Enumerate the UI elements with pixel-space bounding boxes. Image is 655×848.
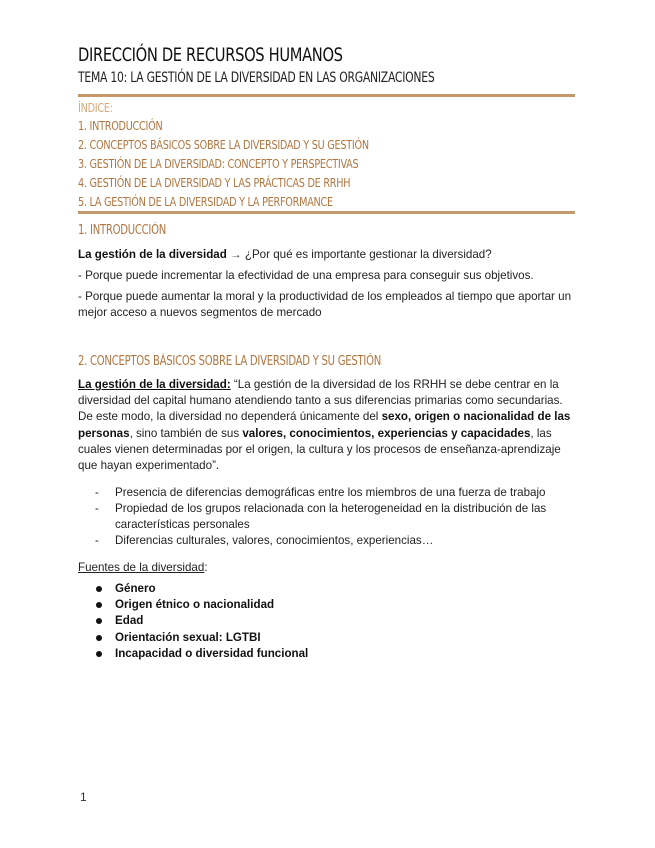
list-item: Orientación sexual: LGTBI [78,630,578,646]
toc-bottom-divider [78,211,575,214]
dash-marker: - [95,502,99,515]
bullet-icon [96,618,102,624]
toc-item-introduccion: 1. INTRODUCCIÓN [78,118,163,133]
lead-bold-term: La gestión de la diversidad [78,248,227,261]
section-2-title: 2. CONCEPTOS BÁSICOS SOBRE LA DIVERSIDAD Y SU GESTIÓN [78,354,381,369]
section-1-point-2: - Porque puede aumentar la moral y la productividad de los empleados al tiempo que aportar un mejor acceso a nuevos segmentos de mercado [78,290,572,320]
document-title: DIRECCIÓN DE RECURSOS HUMANOS [78,44,343,66]
list-item: Origen étnico o nacionalidad [78,597,578,613]
sources-label: Fuentes de la diversidad [78,561,205,574]
diversity-sources-list [78,581,578,662]
toc-item-conceptos-basicos: 2. CONCEPTOS BÁSICOS SOBRE LA DIVERSIDAD Y SU GESTIÓN [78,137,369,152]
section-1-lead [78,247,578,263]
dash-marker: - [95,534,99,547]
lead-question: → ¿Por qué es importante gestionar la diversidad? [226,248,492,261]
toc-item-practicas-rrhh: 4. GESTIÓN DE LA DIVERSIDAD Y LAS PRÁCTICAS DE RRHH [78,175,351,190]
list-item: - Propiedad de los grupos relacionada con la heterogeneidad en la distribución de las características personales [95,502,547,531]
toc-item-performance: 5. LA GESTIÓN DE LA DIVERSIDAD Y LA PERFORMANCE [78,194,333,209]
document-subtitle: TEMA 10: LA GESTIÓN DE LA DIVERSIDAD EN LAS ORGANIZACIONES [78,70,435,86]
definition-bold-1: sexo, origen o nacionalidad de las personas [78,410,571,440]
toc-item-gestion-concepto: 3. GESTIÓN DE LA DIVERSIDAD: CONCEPTO Y PERSPECTIVAS [78,156,359,171]
toc-top-divider [78,94,575,97]
sources-heading: Fuentes de la diversidad: [78,561,208,574]
definition-bold-2: valores, conocimientos, experiencias y capacidades [242,426,531,440]
bullet-icon [96,586,102,592]
list-item: Edad [78,613,578,629]
bullet-icon [96,602,102,608]
definition-text-1: “La gestión de la diversidad de los RRHH se debe centrar en la diversidad del capital humano atendiendo tanto a sus diferencias primarias como secundarias. De este modo, la diversidad no dependerá únicamente del [78,378,563,424]
list-item: - Diferencias culturales, valores, conocimientos, experiencias… [95,534,434,547]
section-1-point-1: - Porque puede incrementar la efectividad de una empresa para conseguir sus objetivos. [78,269,534,282]
definition-paragraph [78,377,578,474]
definition-text-3: , las cuales vienen determinadas por el origen, la cultura y los procesos de enseñanza-aprendizaje que hayan experimentado”. [78,426,561,473]
bullet-icon [96,635,102,641]
list-item: Incapacidad o diversidad funcional [78,646,578,662]
definition-text-2: , sino también de sus [129,426,243,440]
dash-marker: - [95,486,99,499]
list-item: - Presencia de diferencias demográficas entre los miembros de una fuerza de trabajo [95,486,546,499]
toc-label: ÍNDICE: [78,100,113,115]
page-number: 1 [80,790,87,804]
bullet-icon [96,651,102,657]
list-item: Género [78,581,578,597]
definition-label: La gestión de la diversidad: [78,378,231,391]
diversity-characteristics-list [78,485,578,549]
section-1-title: 1. INTRODUCCIÓN [78,223,167,238]
